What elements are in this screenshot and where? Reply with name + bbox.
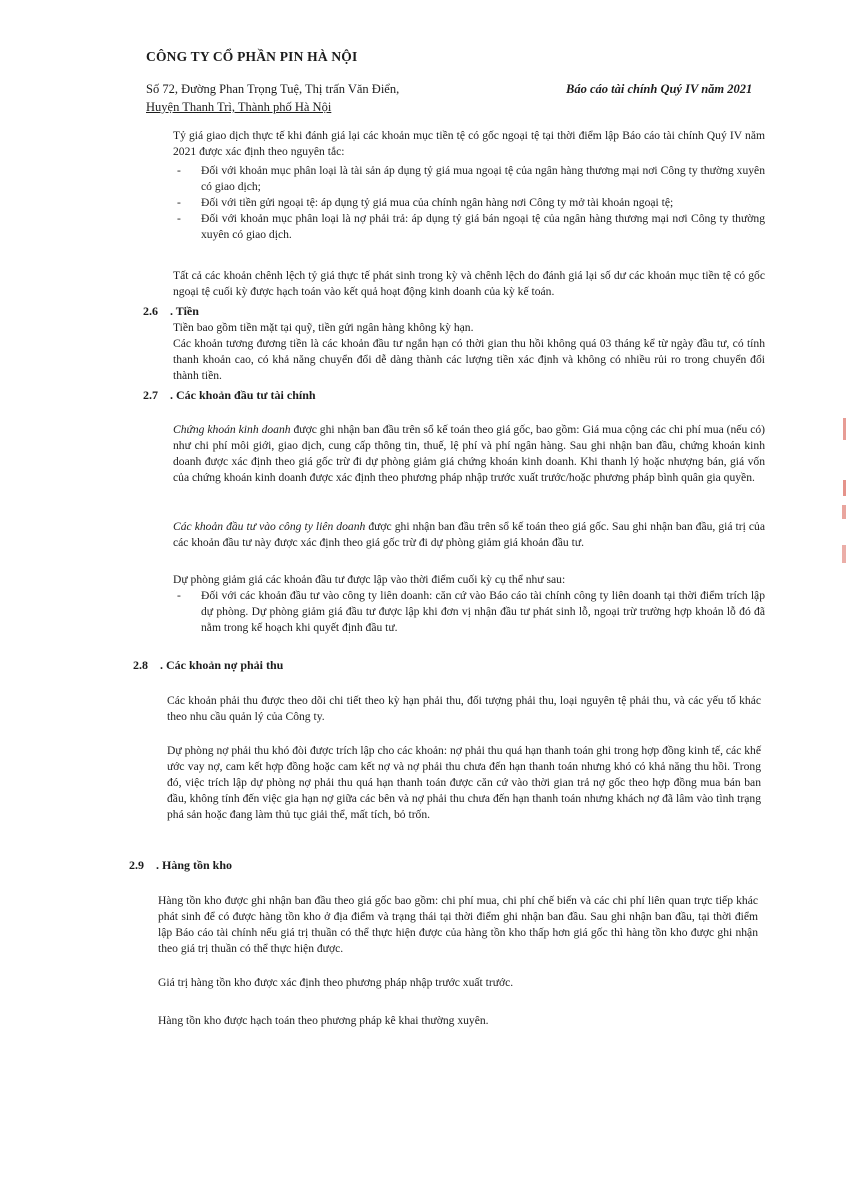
paragraph: Các khoản tương đương tiền là các khoản đầu tư ngắn hạn có thời gian thu hồi không quá 03 tháng kể từ ngày đầu tư, có tính thanh khoản cao, có khả năng chuyển đổi dễ dàng thành các lượng tiền xác định và không có nhiều rủi ro trong chuyển đổi thành tiền. [173, 337, 765, 382]
section-title: . Các khoản đầu tư tài chính [170, 388, 316, 402]
section-number: 2.6 [143, 304, 158, 318]
section-2-8-paragraph-1: Các khoản phải thu được theo dõi chi tiết theo kỳ hạn phải thu, đối tượng phải thu, loại nguyên tệ phải thu, và các yếu tố khác theo nhu cầu quản lý của Công ty. [167, 694, 761, 723]
emphasis-term: Chứng khoán kinh doanh [173, 423, 291, 436]
section-title: . Hàng tồn kho [156, 858, 233, 872]
section-2-9-paragraph-2: Giá trị hàng tồn kho được xác định theo phương pháp nhập trước xuất trước. [158, 976, 514, 989]
paragraph: Tiền bao gồm tiền mặt tại quỹ, tiền gửi ngân hàng không kỳ hạn. [173, 321, 474, 334]
section-number: 2.9 [129, 858, 144, 872]
section-2-7-paragraph-2: Các khoản đầu tư vào công ty liên doanh được ghi nhận ban đầu trên sổ kế toán theo giá gốc. Sau ghi nhận ban đầu, giá trị của các khoản đầu tư này được xác định theo giá gốc trừ đi dự phòng giảm giá khoản đầu tư. [173, 520, 765, 549]
intro-paragraph: Tỷ giá giao dịch thực tế khi đánh giá lại các khoản mục tiền tệ có gốc ngoại tệ tại thời điểm lập Báo cáo tài chính Quý IV năm 2021 được xác định theo nguyên tắc: [173, 129, 765, 158]
address-line-2: Huyện Thanh Trì, Thành phố Hà Nội [146, 100, 332, 114]
section-2-9-paragraph-1: Hàng tồn kho được ghi nhận ban đầu theo giá gốc bao gồm: chi phí mua, chi phí chế biến và các chi phí liên quan trực tiếp khác phát sinh để có được hàng tồn kho ở địa điểm và trạng thái tại thời điểm ghi nhận ban đầu. Sau ghi nhận ban đầu, tại thời điểm lập Báo cáo tài chính nếu giá trị thuần có thể thực hiện được của hàng tồn kho thấp hơn giá gốc thì hàng tồn kho được ghi nhận theo giá trị thuần có thể thực hiện được. [158, 894, 758, 955]
section-2-9-paragraph-3: Hàng tồn kho được hạch toán theo phương pháp kê khai thường xuyên. [158, 1014, 489, 1027]
stamp-edge-fragment [842, 505, 846, 519]
emphasis-term: Các khoản đầu tư vào công ty liên doanh [173, 520, 366, 533]
stamp-edge-fragment [843, 418, 846, 440]
list-item: - Đối với khoản mục phân loại là tài sản áp dụng tỷ giá mua ngoại tệ của ngân hàng thương mại nơi Công ty thường xuyên có giao dịch; [177, 164, 765, 193]
intro-bullets [173, 163, 765, 243]
company-name: CÔNG TY CỔ PHẦN PIN HÀ NỘI [146, 49, 358, 64]
section-title: . Tiền [170, 304, 199, 318]
section-2-8-paragraph-2: Dự phòng nợ phải thu khó đòi được trích lập cho các khoản: nợ phải thu quá hạn thanh toán ghi trong hợp đồng kinh tế, các khế ước vay nợ, cam kết hợp đồng hoặc cam kết nợ và nợ phải thu chưa đến hạn thanh toán nhưng khó có khả năng thu hồi. Trong đó, việc trích lập dự phòng nợ phải thu quá hạn thanh toán được căn cứ vào thời gian trả nợ gốc theo hợp đồng mua bán ban đầu, không tính đến việc gia hạn nợ giữa các bên và nợ phải thu chưa đến hạn thanh toán nhưng khách nợ đã lâm vào tình trạng phá sản hoặc đang làm thủ tục giải thể, mất tích, bỏ trốn. [167, 744, 761, 821]
section-number: 2.8 [133, 658, 148, 672]
list-item: - Đối với tiền gửi ngoại tệ: áp dụng tỷ giá mua của chính ngân hàng nơi Công ty mở tài khoản ngoại tệ; [177, 196, 674, 209]
address-line-1: Số 72, Đường Phan Trọng Tuệ, Thị trấn Văn Điển, [146, 82, 400, 96]
list-item: - Đối với các khoản đầu tư vào công ty liên doanh: căn cứ vào Báo cáo tài chính công ty liên doanh tại thời điểm trích lập dự phòng. Dự phòng giảm giá đầu tư được lập khi đơn vị nhận đầu tư phát sinh lỗ, ngoại trừ trường hợp khoản lỗ đó đã nằm trong kế hoạch khi quyết định đầu tư. [177, 589, 765, 634]
stamp-edge-fragment [843, 480, 846, 496]
section-2-7-paragraph-3: Dự phòng giảm giá các khoản đầu tư được lập vào thời điểm cuối kỳ cụ thể như sau: - Đối với các khoản đầu tư vào công ty liên doanh: căn cứ vào Báo cáo tài chính công ty liên doanh tại thời điểm trích lập dự phòng. Dự phòng giảm giá đầu tư được lập khi đơn vị nhận đầu tư phát sinh lỗ, ngoại trừ trường hợp khoản lỗ đó đã nằm trong kế hoạch khi quyết định đầu tư. [173, 573, 765, 634]
company-address [146, 80, 399, 116]
section-title: . Các khoản nợ phải thu [160, 658, 284, 672]
section-2-7-paragraph-1: Chứng khoán kinh doanh được ghi nhận ban đầu trên sổ kế toán theo giá gốc, bao gồm: Giá mua cộng các chi phí mua (nếu có) như chi phí môi giới, giao dịch, cung cấp thông tin, thuế, lệ phí và phí ngân hàng. Sau ghi nhận ban đầu, chứng khoán kinh doanh được xác định theo giá gốc trừ đi dự phòng giảm giá chứng khoán kinh doanh. Khi thanh lý hoặc nhượng bán, giá vốn của chứng khoán kinh doanh được xác định theo phương pháp nhập trước xuất trước/hoặc phương pháp bình quân gia quyền. [173, 423, 765, 484]
intro-paragraph-2: Tất cả các khoản chênh lệch tỷ giá thực tế phát sinh trong kỳ và chênh lệch do đánh giá lại số dư các khoản mục tiền tệ có gốc ngoại tệ cuối kỳ được hạch toán vào kết quả hoạt động kinh doanh của kỳ kế toán. [173, 269, 765, 298]
section-number: 2.7 [143, 388, 158, 402]
stamp-edge-fragment [842, 545, 846, 563]
list-item: - Đối với khoản mục phân loại là nợ phải trả: áp dụng tỷ giá bán ngoại tệ của ngân hàng thương mại nơi Công ty thường xuyên có giao dịch. [177, 212, 765, 241]
section-2-6-body [173, 320, 765, 384]
report-title: Báo cáo tài chính Quý IV năm 2021 [566, 82, 753, 96]
intro-block [173, 128, 765, 160]
